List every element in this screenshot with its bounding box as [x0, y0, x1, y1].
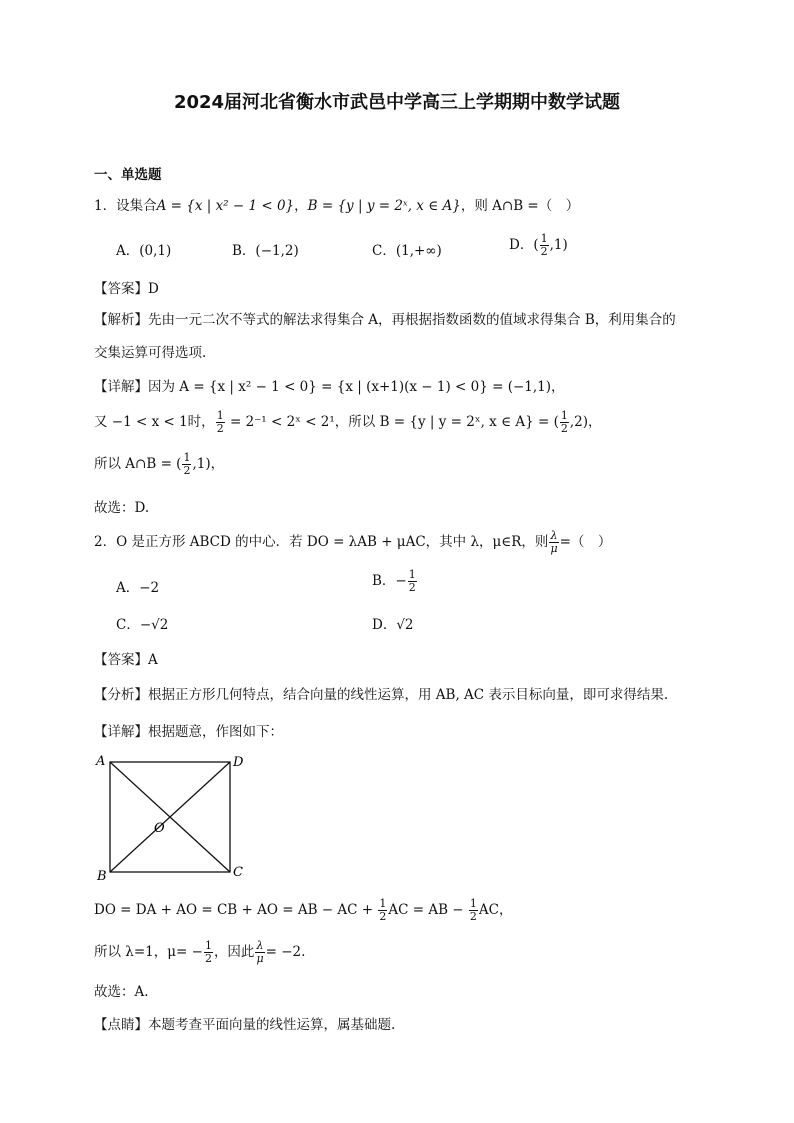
lambda-text: 所以 λ=1，μ= − [94, 944, 203, 960]
q1-set-b: B = {y | y = 2ˣ, x ∈ A} [307, 198, 461, 214]
fraction-numerator: 1 [204, 939, 212, 952]
q2-analysis [94, 683, 668, 703]
q1-analysis-line1 [94, 308, 676, 328]
detail-tag: 【详解】 [94, 379, 148, 395]
q2-detail [94, 720, 283, 740]
detail-text: = 2⁻¹ < 2ˣ < 2¹，所以 B = {y | y = 2ˣ, x ∈ A} = ( [225, 414, 559, 430]
analysis-text: 先由一元二次不等式的解法求得集合 A，再根据指数函数的值域求得集合 B，利用集合的 [148, 312, 676, 328]
lambda-text: = −2. [265, 944, 306, 960]
detail-fraction [182, 452, 191, 477]
fraction-numerator: 1 [379, 897, 387, 910]
option-fraction [540, 233, 549, 258]
page-title: 2024届河北省衡水市武邑中学高三上学期期中数学试题 [173, 92, 621, 113]
comment-text: 本题考查平面向量的线性运算，属基础题. [148, 1017, 396, 1033]
fraction-numerator: λ [550, 529, 558, 542]
q1-conclusion: 故选：D. [94, 500, 150, 516]
q1-answer [94, 277, 159, 297]
fraction-denominator: μ [550, 542, 558, 555]
center-label-o: O [154, 821, 165, 836]
fraction-numerator: 1 [183, 451, 191, 464]
option-value: −√2 [139, 617, 169, 633]
q1-detail-line2 [94, 410, 602, 435]
q1-set-a: A = {x | x² − 1 < 0} [156, 198, 295, 214]
q2-conclusion: 故选：A. [94, 984, 149, 1000]
fraction-denominator: 2 [540, 245, 548, 258]
q1-detail-line3 [94, 452, 224, 477]
detail-text: ,1)， [192, 456, 225, 472]
fraction-denominator: 2 [183, 464, 191, 477]
q1-sep: ， [294, 198, 308, 214]
q1-option-a [116, 239, 171, 259]
equation-text: AC， [478, 902, 513, 918]
fraction-numerator: λ [256, 939, 264, 952]
fraction-denominator: 2 [408, 581, 416, 594]
q1-stem [94, 194, 579, 214]
option-value: √2 [396, 617, 414, 633]
fraction-denominator: μ [256, 952, 264, 965]
option-label: A． [116, 243, 140, 259]
answer-tag: 【答案】 [94, 281, 148, 297]
answer-value: A [148, 652, 158, 668]
option-value: − [395, 573, 407, 589]
q2-stem-suffix: =（ ） [559, 534, 612, 550]
fraction-numerator: 1 [540, 232, 548, 245]
detail-text: ,2)， [569, 414, 602, 430]
fraction-denominator: 2 [216, 422, 224, 435]
vertex-label-b: B [97, 869, 107, 882]
analysis-text: 根据正方形几何特点，结合向量的线性运算，用 AB, AC 表示目标向量，即可求得结果. [148, 687, 669, 703]
equation-text: DO = DA + AO = CB + AO = AB − AC + [94, 902, 378, 918]
q2-option-a [116, 576, 159, 596]
q1-analysis-line2: 交集运算可得选项. [94, 345, 207, 361]
option-label: D． [509, 237, 534, 253]
equation-fraction [378, 898, 387, 923]
analysis-tag: 【解析】 [94, 312, 148, 328]
detail-text: 因为 A = {x | x² − 1 < 0} = {x | (x+1)(x − 1) < 0} = (−1,1)， [148, 379, 565, 395]
vertex-label-d: D [233, 755, 244, 770]
option-value: (0,1) [139, 243, 172, 259]
q2-answer [94, 648, 158, 668]
fraction-denominator: 2 [204, 952, 212, 965]
q2-option-c [116, 613, 168, 633]
lambda-fraction [204, 940, 213, 965]
option-label: B． [232, 243, 256, 259]
q2-comment [94, 1013, 395, 1033]
analysis-tag: 【分析】 [94, 687, 148, 703]
answer-tag: 【答案】 [94, 652, 148, 668]
q2-stem-text: 2．O 是正方形 ABCD 的中心．若 DO = λAB + μAC，其中 λ，μ∈R，则 [94, 534, 549, 550]
q2-option-b [372, 569, 418, 594]
detail-fraction [560, 410, 569, 435]
fraction-denominator: 2 [379, 910, 387, 923]
equation-fraction [469, 898, 478, 923]
option-value-post: ,1) [549, 237, 568, 253]
ratio-fraction [255, 940, 264, 965]
q2-stem-fraction [549, 530, 558, 555]
q2-stem [94, 530, 611, 555]
vertex-label-c: C [233, 865, 243, 880]
q1-detail-line1 [94, 375, 565, 395]
fraction-numerator: 1 [560, 409, 568, 422]
fraction-numerator: 1 [408, 568, 416, 581]
option-label: A． [116, 580, 140, 596]
option-value: (1,+∞) [395, 243, 442, 259]
q1-option-b [232, 239, 299, 259]
square-diagram [94, 752, 244, 882]
option-label: B． [372, 573, 396, 589]
section-heading: 一、单选题 [94, 167, 162, 183]
option-value-pre: ( [533, 237, 539, 253]
option-label: D． [372, 617, 397, 633]
q2-lambda-line [94, 940, 305, 965]
q1-option-d [509, 233, 568, 258]
detail-text: 根据题意，作图如下： [148, 724, 283, 740]
fraction-denominator: 2 [469, 910, 477, 923]
comment-tag: 【点睛】 [94, 1017, 148, 1033]
fraction-numerator: 1 [469, 897, 477, 910]
option-label: C． [116, 617, 140, 633]
vertex-label-a: A [96, 754, 106, 769]
fraction-denominator: 2 [560, 422, 568, 435]
detail-fraction [216, 410, 225, 435]
option-value: −2 [139, 580, 160, 596]
q2-equation [94, 898, 513, 923]
option-value: (−1,2) [255, 243, 299, 259]
lambda-text: ，因此 [213, 944, 255, 960]
q1-stem-prefix: 1．设集合 [94, 198, 157, 214]
detail-text: 又 −1 < x < 1时， [94, 414, 215, 430]
option-label: C． [372, 243, 396, 259]
answer-value: D [148, 281, 159, 297]
q2-option-d [372, 613, 414, 633]
q1-option-c [372, 239, 442, 259]
detail-tag: 【详解】 [94, 724, 148, 740]
q1-stem-suffix: ，则 A∩B =（ ） [460, 198, 580, 214]
option-fraction [408, 569, 417, 594]
detail-text: 所以 A∩B = ( [94, 456, 182, 472]
fraction-numerator: 1 [216, 409, 224, 422]
equation-text: AC = AB − [388, 902, 468, 918]
